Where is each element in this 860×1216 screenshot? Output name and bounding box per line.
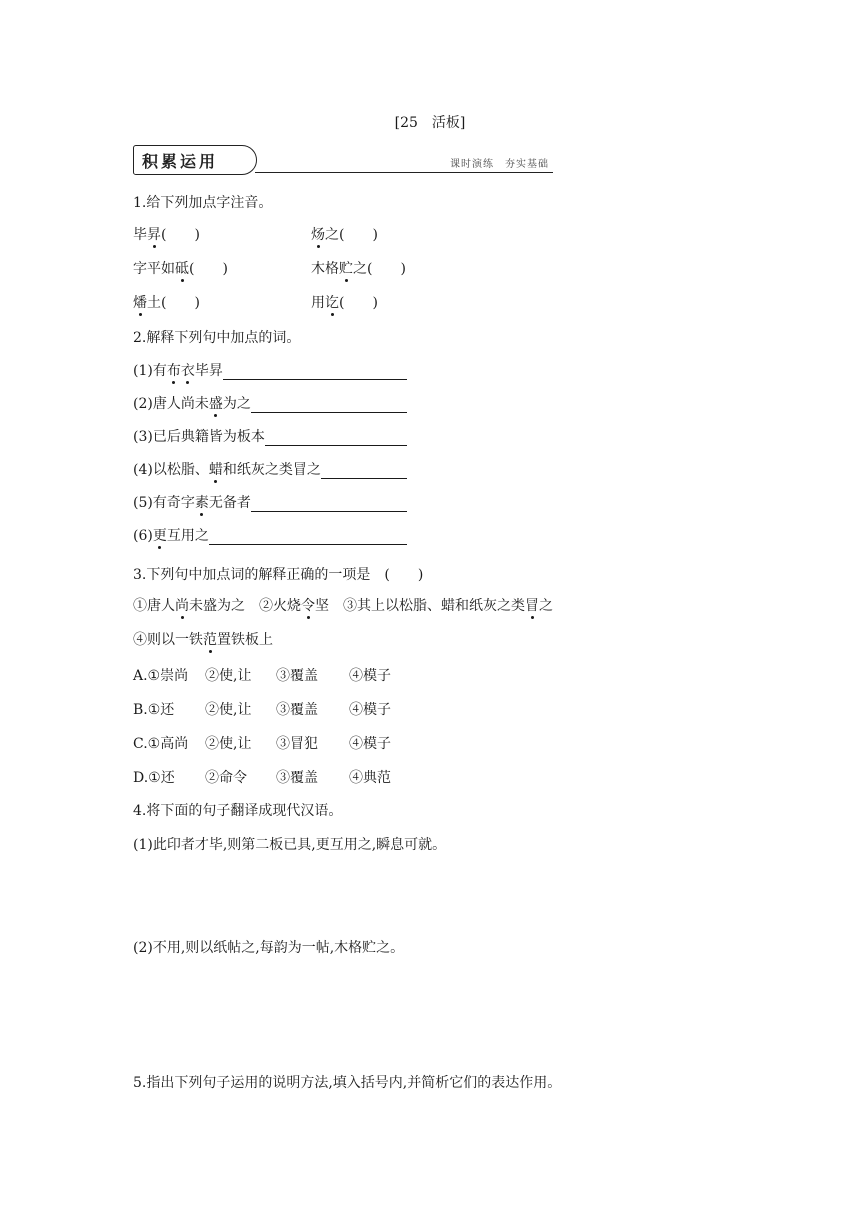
section-badge [133,145,257,175]
q3-option-cell: ②使,让 [205,736,252,752]
q1-item-post: ( ) [189,261,228,277]
q2-item [133,492,407,512]
q2-item-num: (1) [133,363,153,379]
q2-item-num: (6) [133,528,153,544]
q2-item-num: (5) [133,495,153,511]
dotted-text: 蜡 [209,459,223,479]
q5-prompt: 5.指出下列句子运用的说明方法,填入括号内,并简析它们的表达作用。 [133,1075,562,1091]
q3-option-cell: ②命令 [205,770,247,786]
q4-sentence-2: (2)不用,则以纸帖之,每韵为一帖,木格贮之。 [133,940,405,956]
answer-line [251,398,407,413]
q3-option-cell: B.①还 [133,702,175,718]
q1-prompt: 1.给下列加点字注音。 [133,195,273,211]
q1-item [311,292,378,312]
q4-prompt: 4.将下面的句子翻译成现代汉语。 [133,803,343,819]
q1-item-dotted: 讫 [325,292,339,312]
answer-line [251,497,407,512]
q2-item-num: (4) [133,462,153,478]
text-run: 之 [539,598,553,614]
q2-item [133,360,407,380]
q2-item-num: (2) [133,396,153,412]
text-run: 为之 [222,396,251,412]
q1-item-dotted: 炀 [311,224,325,244]
q1-item-pre: 字平如 [133,261,175,277]
text-run: 毕昇 [194,363,223,379]
q1-item-post: 之( ) [325,227,378,243]
dotted-text: 更 [153,525,167,545]
q3-option-cell: ④模子 [349,736,391,752]
q4-sentence-1: (1)此印者才毕,则第二板已具,更互用之,瞬息可就。 [133,837,447,853]
answer-line [209,530,407,545]
q1-item-dotted: 昇 [147,224,161,244]
q1-item [311,258,406,278]
dotted-text: 尚 [175,595,189,615]
q3-option-cell: ②使,让 [205,702,252,718]
q2-item [133,426,407,446]
text-run: 以松脂、 [152,462,209,478]
text-run: 未盛为之 ②火烧 [189,598,301,614]
q2-item-num: (3) [133,429,153,445]
text-run: 已后典籍皆为 [152,429,237,445]
answer-line [321,464,407,479]
q1-item [133,224,200,244]
q1-item [133,292,200,312]
q3-option-cell: ④模子 [349,702,391,718]
dotted-text: 范 [203,629,217,649]
text-run: 板本 [236,429,265,445]
text-run: 有奇字 [152,495,195,511]
q2-prompt: 2.解释下列句中加点的词。 [133,330,301,346]
q1-item-pre: 用 [311,295,325,311]
q1-item-post: ( ) [339,295,378,311]
answer-line [265,431,407,446]
text-run: ④则以一铁 [133,632,203,648]
answer-line [223,365,407,380]
q2-item [133,459,407,479]
text-run: 和纸灰之类冒之 [222,462,321,478]
text-run: ①唐人 [133,598,175,614]
q3-option-cell: ③冒犯 [276,736,318,752]
q3-prompt: 3.下列句中加点词的解释正确的一项是 ( ) [133,567,424,583]
q3-option-cell: ③覆盖 [276,702,318,718]
q3-option-cell: C.①高尚 [133,736,189,752]
q3-option-cell: ③覆盖 [276,770,318,786]
section-badge-label: 积累运用 [142,152,219,171]
q2-item [133,525,407,545]
q1-item-post: 之( ) [353,261,406,277]
dotted-text: 令 [301,595,315,615]
q1-item-pre: 木格 [311,261,339,277]
text-run: 有 [152,363,167,379]
q3-option-cell: ③覆盖 [276,668,318,684]
q1-item [133,258,228,278]
text-run: 唐人尚未 [152,396,209,412]
page-title: [25 活板] [394,115,466,131]
q1-item-dotted: 砥 [175,258,189,278]
dotted-text: 盛 [209,393,223,413]
q1-item-post: ( ) [161,227,200,243]
q1-item-post: 土( ) [147,295,200,311]
text-run: 置铁板上 [217,632,273,648]
text-run: 无备者 [208,495,251,511]
q3-option-cell: ④典范 [349,770,391,786]
q1-item [311,224,378,244]
q3-sentence-1 [133,595,553,615]
text-run: 互用之 [166,528,209,544]
dotted-text: 冒 [525,595,539,615]
q3-option-cell: ④模子 [349,668,391,684]
dotted-text: 素 [195,492,209,512]
banner-rule [255,172,553,173]
q1-item-dotted: 贮 [339,258,353,278]
dotted-text: 布 [167,360,181,380]
q3-option-cell: ②使,让 [205,668,252,684]
text-run: 坚 ③其上以松脂、蜡和纸灰之类 [315,598,525,614]
dotted-text: 衣 [181,360,195,380]
q1-item-pre: 毕 [133,227,147,243]
q3-option-cell: D.①还 [133,770,175,786]
q3-option-cell: A.①崇尚 [133,668,189,684]
q1-item-dotted: 燔 [133,292,147,312]
q2-item [133,393,407,413]
q3-sentence-2 [133,629,273,649]
section-banner [133,145,553,177]
section-tag: 课时演练 夯实基础 [450,159,549,170]
